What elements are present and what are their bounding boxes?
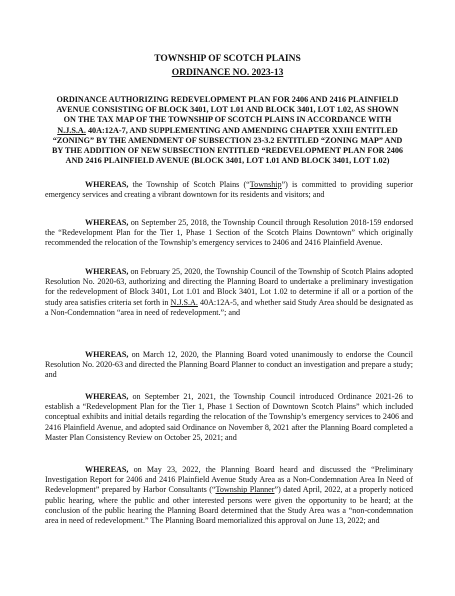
paragraph-text: the Township of Scotch Plains (“	[128, 180, 250, 189]
whereas-paragraph-3	[45, 267, 413, 318]
whereas-paragraph-6	[45, 465, 413, 526]
ordinance-title-njsa: N.J.S.A.	[57, 125, 86, 135]
ordinance-title	[50, 95, 405, 166]
whereas-label: WHEREAS,	[85, 465, 129, 474]
paragraph-text: on September 21, 2021, the Township Council introduced Ordinance 2021-26 to establish a “Redevelopment Plan for the Tier 1, Phase 1 Section of Downtown Scotch Plains” which included conceptual exhibits and initial details regarding the relocation of the Township’s emergency services to 2406 and 2416 Plainfield Avenue, and adopted said Ordinance on November 8, 2021 after the Planning Board completed a Master Plan Consistency Review on October 25, 2021; and	[45, 392, 413, 442]
defined-term: Township	[249, 180, 282, 189]
defined-term: Township Planner	[215, 485, 275, 495]
paragraph-text: ”) is committed to providing superior emergency services and creating a vibrant downtown for its residents and visitors; and	[45, 180, 413, 200]
whereas-paragraph-1	[45, 180, 413, 200]
whereas-paragraph-5	[45, 392, 413, 443]
paragraph-text: on May 23, 2022, the Planning Board heard and discussed the “Preliminary Investigation Report for 2406 and 2416 Plainfield Avenue Study Area as a Non-Condemnation Area In Need of Redevelopment” prepared by Harbor Consultants (“	[45, 465, 413, 495]
whereas-label: WHEREAS,	[85, 350, 129, 359]
whereas-label: WHEREAS,	[85, 267, 129, 276]
whereas-label: WHEREAS,	[85, 392, 129, 401]
paragraph-text: on February 25, 2020, the Township Council of the Township of Scotch Plains adopted Resolution No. 2020-63, authorizing and directing the Planning Board to undertake a preliminary investigation for the redevelopment of Block 3401, Lot 1.01 and Block 3401, Lot 1.02 to determine if all or a portion of the study area satisfies criteria set forth in	[45, 267, 413, 307]
paragraph-text: on September 25, 2018, the Township Council through Resolution 2018-159 endorsed the “Redevelopment Plan for the Tier 1, Phase 1 Section of the Scotch Plains Downtown” which originally recommended the relocation of the Township’s emergency services to 2406 and 2416 Plainfield Avenue.	[45, 218, 413, 248]
statute-reference: N.J.S.A.	[170, 297, 198, 307]
paragraph-text: ”) dated April, 2022, at a properly noticed public hearing, where the public and other interested persons were given the opportunity to be heard; at the conclusion of the public hearing the Planning Board determined that the Study Area was a “non-condemnation area in need of redevelopment.” The Planning Board memorialized this approval on June 13, 2022; and	[45, 485, 414, 526]
whereas-paragraph-4	[45, 350, 413, 381]
ordinance-title-part-1: ORDINANCE AUTHORIZING REDEVELOPMENT PLAN FOR 2406 AND 2416 PLAINFIELD AVENUE CONSISTING OF BLOCK 3401, LOT 1.01 AND BLOCK 3401, LOT 1.02, AS SHOWN ON THE TAX MAP OF THE TOWNSHIP OF SCOTCH PLAINS IN ACCORDANCE WITH	[56, 95, 399, 125]
ordinance-number: ORDINANCE NO. 2023-13	[171, 68, 284, 78]
whereas-paragraph-2	[45, 218, 413, 249]
whereas-label: WHEREAS,	[85, 218, 129, 227]
paragraph-text: on March 12, 2020, the Planning Board voted unanimously to endorse the Council Resolution No. 2020-63 and directed the Planning Board Planner to conduct an investigation and prepare a study; and	[45, 350, 413, 380]
ordinance-title-part-2: 40A:12A-7, AND SUPPLEMENTING AND AMENDING CHAPTER XXIII ENTITLED “ZONING” BY THE AMENDMENT OF SUBSECTION 23-3.2 ENTITLED “ZONING MAP” AND BY THE ADDITION OF NEW SUBSECTION ENTITLED “REDEVELOPMENT PLAN FOR 2406 AND 2416 PLAINFIELD AVENUE (BLOCK 3401, LOT 1.01 AND BLOCK 3401, LOT 1.02)	[51, 125, 404, 166]
paragraph-text: 40A:12A-5, and whether said Study Area should be designated as a Non-Condemnation “area in need of redevelopment.”; and	[45, 297, 414, 317]
whereas-label: WHEREAS,	[85, 180, 129, 189]
township-heading: TOWNSHIP OF SCOTCH PLAINS	[154, 54, 301, 64]
